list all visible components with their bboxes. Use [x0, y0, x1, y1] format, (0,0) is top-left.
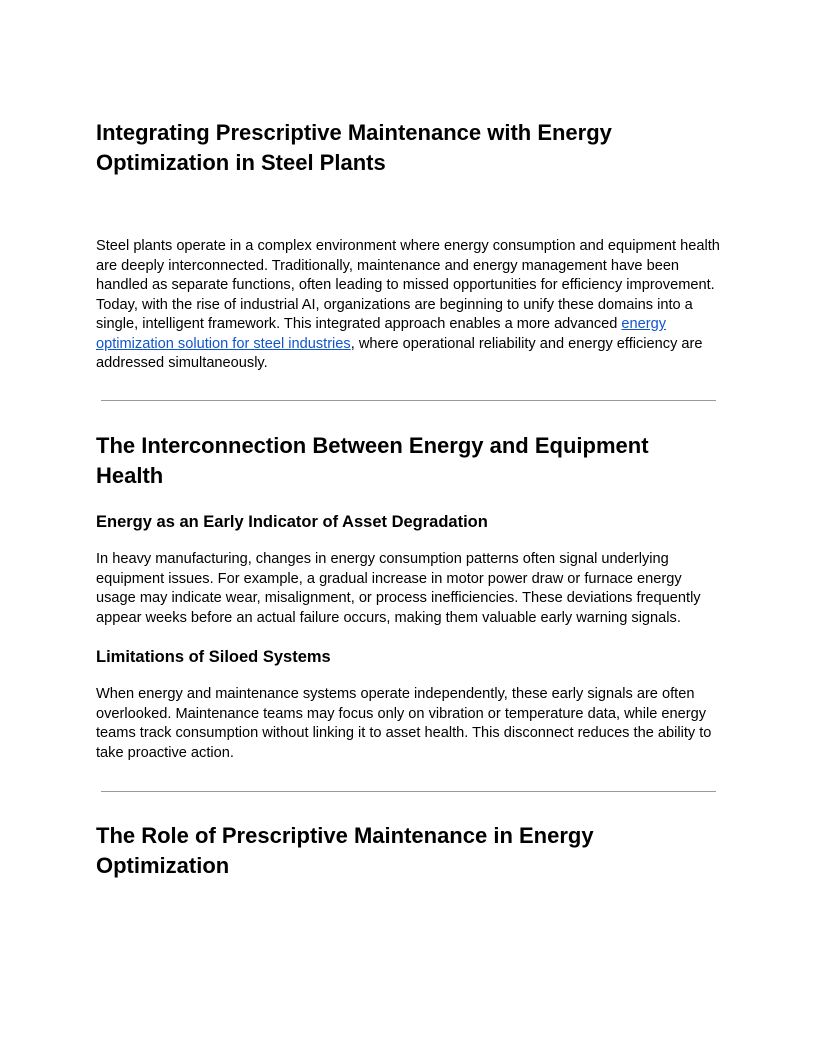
intro-text-before-link: Steel plants operate in a complex environment where energy consumption and equipment health are deeply interconnected. Traditionally, maintenance and energy management have been handled as separate functions, often leading to missed opportunities for efficiency improvement. Today, with the rise of industrial AI, organizations are beginning to unify these domains into a single, intelligent framework. This integrated approach enables a more advanced [96, 238, 720, 332]
subheading-energy-indicator: Energy as an Early Indicator of Asset Degradation [96, 513, 488, 531]
paragraph-energy-indicator: In heavy manufacturing, changes in energy consumption patterns often signal underlying equipment issues. For example, a gradual increase in motor power draw or furnace energy usage may indicate wear, misalignment, or process inefficiencies. These deviations frequently appear weeks before an actual failure occurs, making them valuable early warning signals. [96, 551, 701, 626]
section-heading-interconnection: The Interconnection Between Energy and Equipment Health [96, 433, 649, 488]
paragraph-siloed-systems: When energy and maintenance systems operate independently, these early signals are often overlooked. Maintenance teams may focus only on vibration or temperature data, while energy teams track consumption without linking it to asset health. This disconnect reduces the ability to take proactive action. [96, 686, 712, 761]
intro-text-after-link: , where operational reliability and energy efficiency are addressed simultaneously. [96, 335, 703, 371]
horizontal-divider [101, 791, 716, 792]
subheading-siloed-systems: Limitations of Siloed Systems [96, 648, 331, 666]
energy-optimization-link[interactable]: energy optimization solution for steel industries [96, 316, 667, 352]
document-title: Integrating Prescriptive Maintenance with Energy Optimization in Steel Plants [96, 120, 612, 175]
intro-paragraph [96, 237, 722, 374]
horizontal-divider [101, 400, 716, 401]
section-heading-prescriptive-role: The Role of Prescriptive Maintenance in Energy Optimization [96, 823, 594, 878]
